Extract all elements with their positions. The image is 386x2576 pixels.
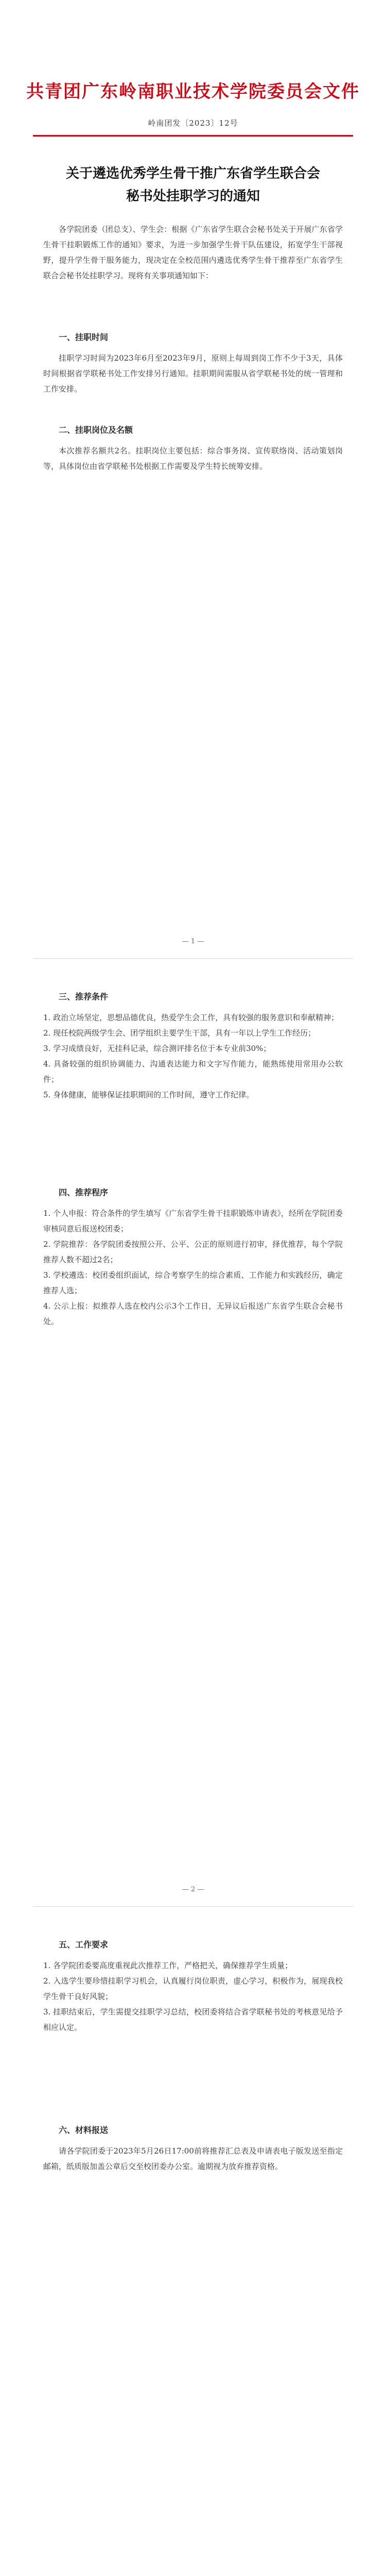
section-text-6: 请各学院团委于2023年5月26日17:00前将推荐汇总表及申请表电子版发送至指定邮箱，纸质版加盖公章后交至校团委办公室。逾期视为放弃推荐资格。 [43,2146,343,2171]
section-text-4: 1. 个人申报：符合条件的学生填写《广东省学生骨干挂职锻炼申请表》，经所在学院团委审核同意后报送校团委； 2. 学院推荐：各学院团委按照公开、公平、公正的原则进行初审，择优推荐，每个学院推荐人数不超过2名； 3. 学校遴选：校团委组织面试，综合考察学生的综合素质、工作能力和实践经历，确定推荐人选； 4. 公示上报：拟推荐人选在校内公示3个工作日，无异议后报送广东省学生联合会秘书处。 [43,1209,343,1326]
title-line-1: 关于遴选优秀学生骨干推广东省学生联合会 [65,166,320,181]
page-divider [33,1906,353,1907]
section-text-5: 1. 各学院团委要高度重视此次推荐工作，严格把关，确保推荐学生质量； 2. 入选学生要珍惜挂职学习机会，认真履行岗位职责，虚心学习，积极作为，展现我校学生骨干良好风貌； 3. 挂职结束后，学生需提交挂职学习总结，校团委将结合省学联秘书处的考核意见给予相应认定。 [43,1961,343,2032]
section-text-2: 本次推荐名额共2名。挂职岗位主要包括：综合事务岗、宣传联络岗、活动策划岗等，具体岗位由省学联秘书处根据工作需要及学生特长统筹安排。 [43,446,343,471]
section-heading-6: 六、材料报送 [59,2125,109,2135]
page-number: — 1 — [182,938,204,945]
section-heading-5: 五、工作要求 [59,1940,109,1950]
section-text-3: 1. 政治立场坚定，思想品德优良，热爱学生会工作，具有较强的服务意识和奉献精神； 2. 现任校院两级学生会、团学组织主要学生干部，具有一年以上学生工作经历； 3. 学习成绩良好，无挂科记录，综合测评排名位于本专业前30%； 4. 具备较强的组织协调能力、沟通表达能力和文字写作能力，能熟练使用常用办公软件； 5. 身体健康，能够保证挂职期间的工作时间，遵守工作纪律。 [43,1013,343,1099]
page-divider [33,958,353,959]
page-number: — 2 — [182,1886,204,1893]
document-header-organization: 共青团广东岭南职业技术学院委员会文件 [26,81,360,102]
section-text-1: 挂职学习时间为2023年6月至2023年9月，原则上每周到岗工作不少于3天，具体时间根据省学联秘书处工作安排另行通知。挂职期间需服从省学联秘书处的统一管理和工作安排。 [43,353,343,394]
section-heading-1: 一、挂职时间 [59,332,109,342]
document-title [36,162,350,208]
title-line-2: 秘书处挂职学习的通知 [126,189,260,204]
document-number: 岭南团发〔2023〕12号 [148,118,238,128]
section-heading-2: 二、挂职岗位及名额 [59,425,133,435]
section-heading-4: 四、推荐程序 [59,1188,109,1197]
section-heading-3: 三、推荐条件 [59,992,109,1002]
intro-paragraph: 各学院团委（团总支）、学生会：根据《广东省学生联合会秘书处关于开展广东省学生骨干挂职锻炼工作的通知》要求，为进一步加强学生骨干队伍建设，拓宽学生干部视野，提升学生骨干服务能力，现决定在全校范围内遴选优秀学生骨干推荐至广东省学生联合会秘书处挂职学习。现将有关事项通知如下： [43,225,343,280]
red-header-divider [33,135,353,137]
